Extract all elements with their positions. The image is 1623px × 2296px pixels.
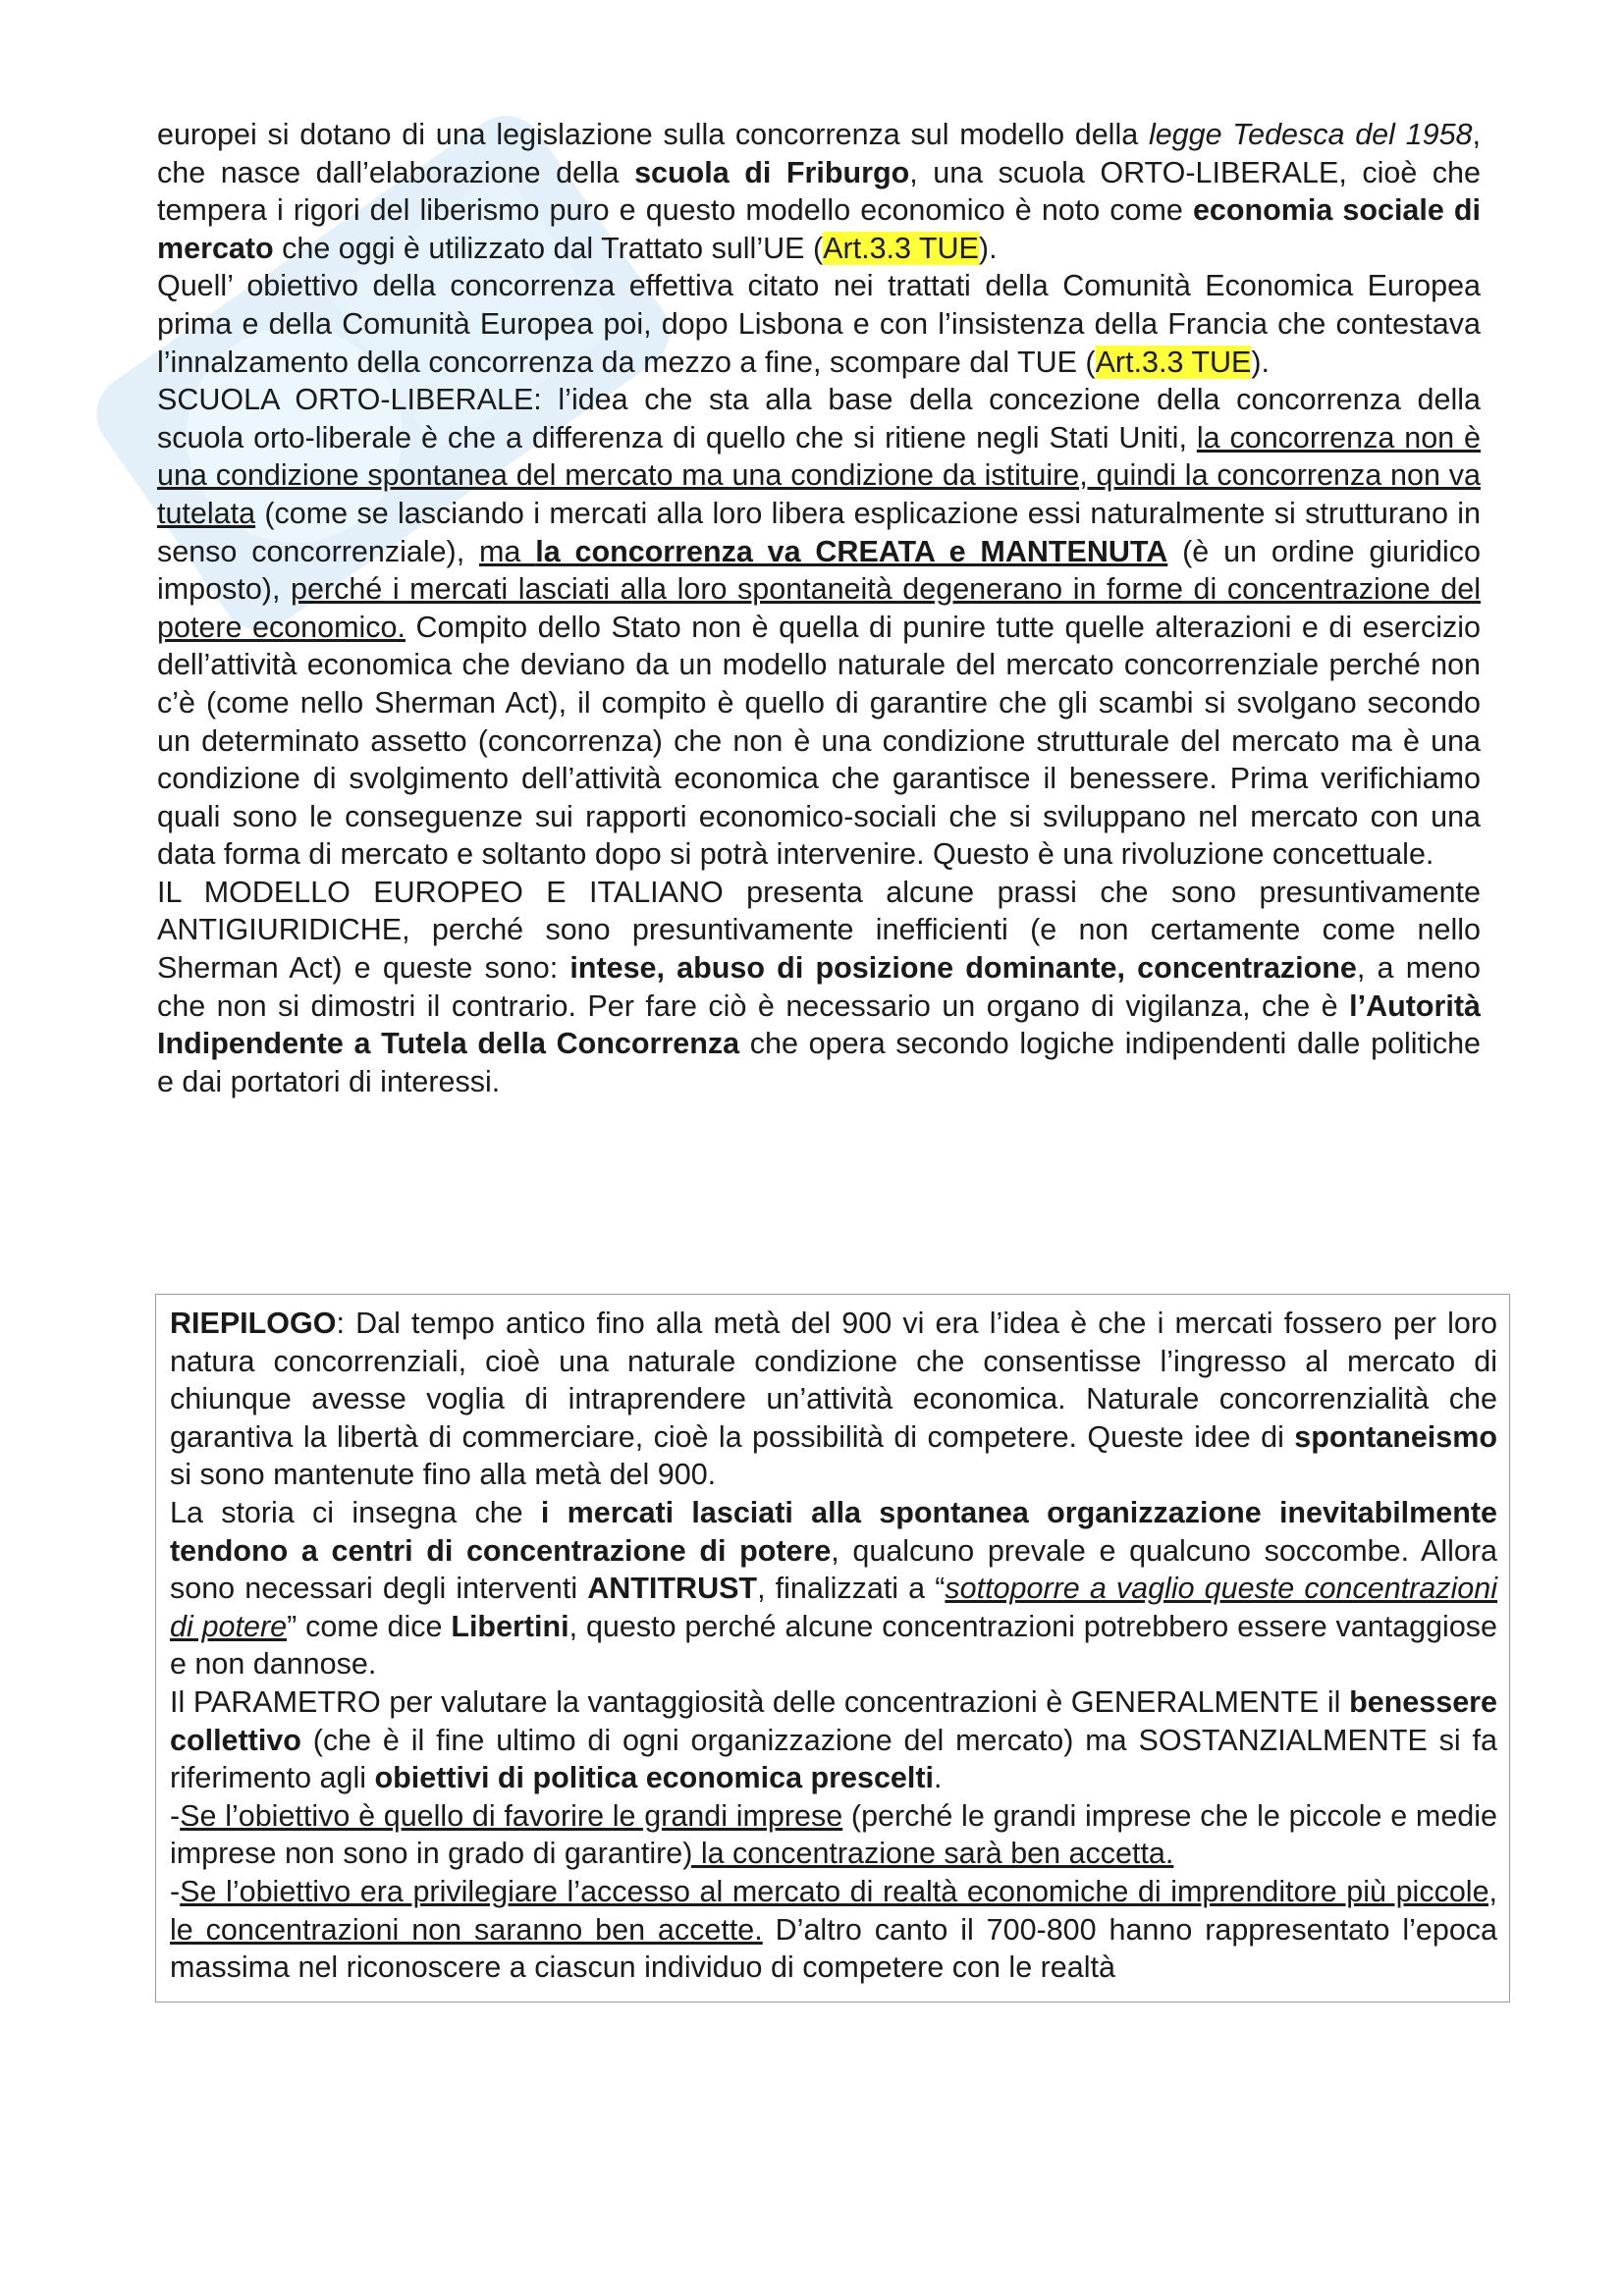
summary-paragraph-5 (170, 1873, 1497, 1987)
text-run: (perché le grandi imprese che le piccole e medie imprese non sono in grado di garantire (170, 1798, 1497, 1871)
text-run: ). (1251, 345, 1271, 379)
autorita-name: l’Autorità Indipendente a Tutela della Concorrenza (157, 988, 1481, 1061)
bold-text: ANTITRUST (587, 1572, 758, 1606)
text-run: IL MODELLO EUROPEO E ITALIANO presenta alcune prassi che sono presuntivamente ANTIGIURIDICHE, perché sono presuntivamente inefficienti (e non certamente come nello Sherman Act) e queste sono: (157, 875, 1481, 986)
bold-text: Libertini (451, 1609, 569, 1643)
text-run: Il PARAMETRO per valutare la vantaggiosità delle concentrazioni è GENERALMENTE il (170, 1684, 1350, 1719)
text-run: SCUOLA ORTO-LIBERALE: l’idea che sta alla base della concezione della concorrenza della scuola orto-liberale è che a differenza di quello che si ritiene negli Stati Uniti, (157, 383, 1481, 454)
text-run: , che nasce dall’elaborazione della (157, 118, 1481, 189)
underlined-text: la concorrenza non è una condizione spontanea del mercato ma una condizione da istituire, quindi la concorrenza non va tutelata (157, 420, 1481, 530)
text-run: , a meno che non si dimostri il contrario. Per fare ciò è necessario un organo di vigilanza, che è (157, 951, 1481, 1023)
text-run: - (170, 1798, 181, 1833)
text-run: (che è il fine ultimo di ogni organizzazione del mercato) ma SOSTANZIALMENTE si fa riferimento agli (170, 1723, 1497, 1795)
bold-text: benessere collettivo (170, 1684, 1497, 1757)
text-run: , qualcuno prevale e qualcuno soccombe. Allora sono necessari degli interventi (170, 1533, 1497, 1606)
paragraph-orto-liberale (157, 381, 1481, 874)
underlined-text: ma (479, 534, 536, 568)
scuola-friburgo: scuola di Friburgo (634, 155, 910, 189)
bold-text: spontaneismo (1294, 1419, 1497, 1454)
text-run: ” come dice (287, 1609, 452, 1643)
text-run: che oggi è utilizzato dal Trattato sull’UE ( (273, 231, 824, 265)
bold-text: obiettivi di politica economica prescelti (374, 1761, 934, 1795)
economia-sociale: economia sociale di mercato (157, 193, 1482, 265)
bold-underlined-text: la concorrenza va CREATA e MANTENUTA (535, 534, 1168, 568)
text-run: , finalizzati a “ (757, 1572, 946, 1606)
summary-box (155, 1294, 1510, 2002)
text-run: (è un ordine giuridico imposto), (157, 534, 1482, 607)
text-run: : Dal tempo antico fino alla metà del 900 vi era l’idea è che i mercati fossero per loro natura concorrenziali, cioè una naturale condizione che consentisse l’ingresso al mercato di chiunque avesse voglia di intraprendere un’attività economica. Naturale concorrenzialità che garantiva la libertà di commerciare, cioè la possibilità di competere. Queste idee di (170, 1307, 1497, 1454)
text-run: Quell’ obiettivo della concorrenza effettiva citato nei trattati della Comunità Economica Europea prima e della Comunità Europea poi, dopo Lisbona e con l’insistenza della Francia che contestava l’innalzamento della concorrenza da mezzo a fine, scompare dal TUE ( (157, 269, 1481, 379)
text-run: ). (978, 231, 998, 265)
paragraph-german-law (157, 116, 1481, 267)
summary-paragraph-2 (170, 1494, 1497, 1683)
paragraph-modello-europeo (157, 874, 1481, 1101)
bold-text: intese, abuso di posizione dominante, concentrazione (569, 951, 1357, 986)
paragraph-effective-competition (157, 267, 1481, 381)
bold-text: i mercati lasciati alla spontanea organizzazione inevitabilmente tendono a centri di concentrazione di potere (170, 1495, 1497, 1568)
text-run: che opera secondo logiche indipendenti dalle politiche e dai portatori di interessi. (157, 1027, 1482, 1098)
summary-paragraph-3 (170, 1683, 1497, 1797)
summary-paragraph-4 (170, 1797, 1497, 1873)
art-reference-highlight: Art.3.3 TUE (823, 231, 979, 265)
text-run: Compito dello Stato non è quella di punire tutte quelle alterazioni e di esercizio dell’attività economica che deviano da un modello naturale del mercato concorrenziale perché non c’è (come nello Sherman Act), il compito è quello di garantire che gli scambi si svolgano secondo un determinato assetto (concorrenza) che non è una condizione strutturale del mercato ma è una condizione di svolgimento dell’attività economica che garantisce il benessere. Prima verifichiamo quali sono le conseguenze sui rapporti economico-sociali che si sviluppano nel mercato con una data forma di mercato e soltanto dopo si potrà intervenire. Questo è una rivoluzione concettuale. (157, 610, 1481, 872)
text-run: si sono mantenute fino alla metà del 900. (170, 1458, 717, 1492)
riepilogo-heading: RIEPILOGO (170, 1307, 337, 1340)
text-run: europei si dotano di una legislazione sulla concorrenza sul modello della (157, 118, 1149, 151)
underlined-text: Se l’obiettivo è quello di favorire le grandi imprese (180, 1798, 843, 1833)
text-run: . (933, 1761, 943, 1795)
italic-underlined-quote: sottoporre a vaglio queste concentrazioni di potere (170, 1572, 1498, 1643)
underlined-text: Se l’obiettivo era privilegiare l’accesso al mercato di realtà economiche di imprenditore più piccole, le concentrazioni non saranno ben accette. (170, 1874, 1497, 1947)
legge-tedesca-ref: legge Tedesca del 1958 (1148, 118, 1473, 151)
main-text (157, 116, 1481, 1100)
underlined-text: ) la concentrazione sarà ben accetta. (682, 1837, 1174, 1871)
text-run: - (170, 1874, 181, 1908)
summary-paragraph-1 (170, 1305, 1497, 1494)
text-run: (come se lasciando i mercati alla loro libera esplicazione essi naturalmente si strutturano in senso concorrenziale), (157, 496, 1481, 568)
underlined-text: perché i mercati lasciati alla loro spontaneità degenerano in forme di concentrazione del potere economico. (157, 572, 1481, 644)
text-run: D’altro canto il 700-800 hanno rappresentato l’epoca massima nel riconoscere a ciascun individuo di competere con le realtà (170, 1912, 1497, 1985)
text-run: , questo perché alcune concentrazioni potrebbero essere vantaggiose e non dannose. (170, 1609, 1497, 1682)
art-reference-highlight: Art.3.3 TUE (1095, 345, 1252, 379)
text-run: , una scuola ORTO-LIBERALE, cioè che tempera i rigori del liberismo puro e questo modello economico è noto come (157, 155, 1481, 228)
summary-text (170, 1305, 1497, 1987)
text-run: La storia ci insegna che (170, 1495, 541, 1529)
